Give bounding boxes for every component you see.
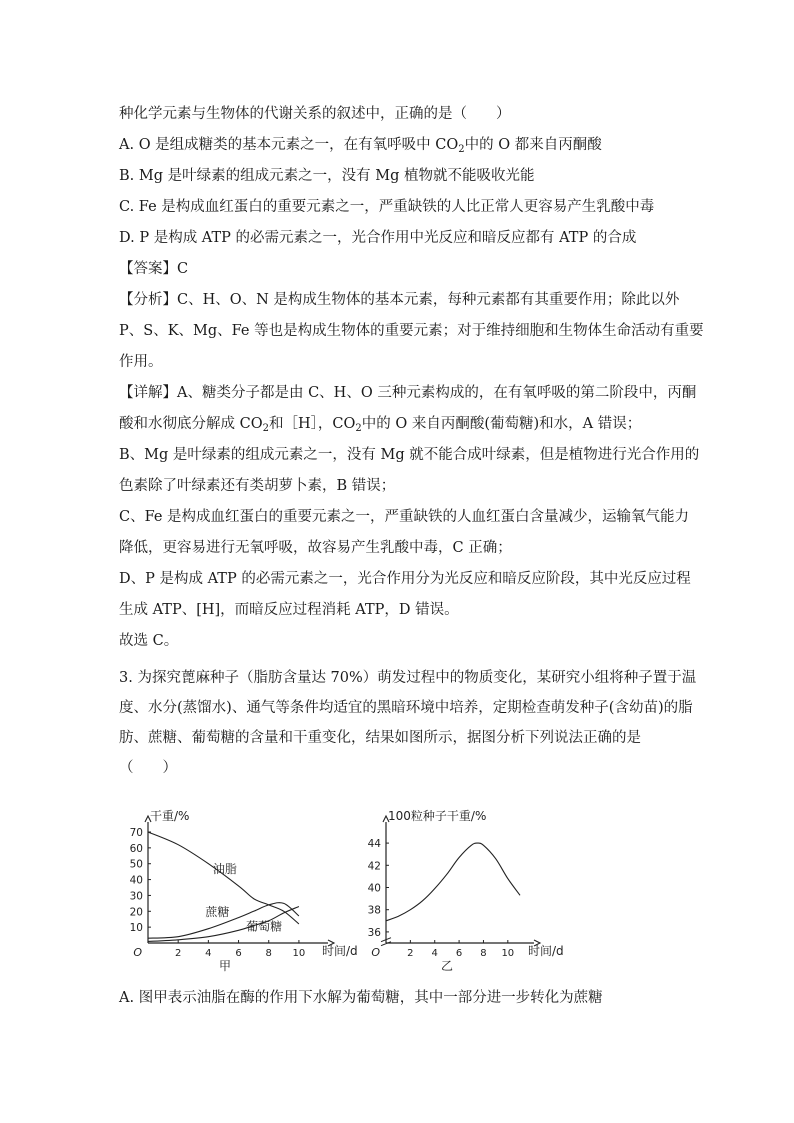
q2-option-a: A. O 是组成糖类的基本元素之一，在有氧呼吸中 $CO_2$中的 O 都来自丙酮酸 bbox=[119, 137, 602, 155]
x-tick-label: 8 bbox=[265, 948, 272, 959]
x-tick-label: 10 bbox=[292, 948, 306, 959]
q2-detail-line: D、P 是构成 ATP 的必需元素之一，光合作用分为光反应和暗反应阶段，其中光反应过程 bbox=[119, 571, 691, 587]
y-tick-label: 40 bbox=[129, 874, 143, 887]
chart-jia bbox=[118, 809, 368, 982]
q2-option-b: B. Mg 是叶绿素的组成元素之一，没有 Mg 植物就不能吸收光能 bbox=[119, 168, 535, 184]
x-tick-label: 4 bbox=[431, 948, 438, 959]
origin-label: O bbox=[371, 946, 380, 959]
x-axis-label: 时间/d bbox=[322, 944, 358, 958]
x-tick-label: 6 bbox=[455, 948, 463, 959]
origin-label: O bbox=[133, 946, 142, 959]
q3-stem-line: 3. 为探究蓖麻种子（脂肪含量达 70%）萌发过程中的物质变化，某研究小组将种子置于温 bbox=[119, 670, 697, 686]
y-tick-label: 42 bbox=[367, 860, 381, 873]
q2-detail-line: B、Mg 是叶绿素的组成元素之一，没有 Mg 就不能合成叶绿素，但是植物进行光合作用的 bbox=[119, 447, 700, 463]
y-tick-label: 38 bbox=[367, 904, 381, 917]
q2-stem-tail: 种化学元素与生物体的代谢关系的叙述中，正确的是（ ） bbox=[119, 106, 511, 122]
q3-stem-line: 肪、蔗糖、葡萄糖的含量和干重变化，结果如图所示，据图分析下列说法正确的是 bbox=[119, 730, 641, 746]
chart-title: 乙 bbox=[440, 959, 454, 973]
y-tick-label: 40 bbox=[367, 882, 381, 895]
y-tick-label: 20 bbox=[129, 906, 143, 919]
q2-option-c: C. Fe 是构成血红蛋白的重要元素之一，严重缺铁的人比正常人更容易产生乳酸中毒 bbox=[119, 199, 655, 215]
series-label: 葡萄糖 bbox=[246, 919, 283, 934]
q2-detail-line: 【详解】A、糖类分子都是由 C、H、O 三种元素构成的，在有氧呼吸的第二阶段中，丙酮 bbox=[119, 385, 697, 401]
q2-analysis-line: 作用。 bbox=[119, 354, 163, 370]
y-tick-label: 10 bbox=[129, 922, 143, 935]
q2-analysis-line: 【分析】C、H、O、N 是构成生物体的基本元素，每种元素都有其重要作用；除此以外 bbox=[119, 292, 680, 308]
y-tick-label: 44 bbox=[367, 838, 381, 851]
q2-detail-line: 色素除了叶绿素还有类胡萝卜素，B 错误； bbox=[119, 478, 396, 494]
q2-answer: 【答案】C bbox=[119, 261, 189, 277]
q2-detail-line: 生成 ATP、[H]，而暗反应过程消耗 ATP，D 错误。 bbox=[119, 602, 459, 618]
y-tick-label: 60 bbox=[129, 842, 143, 855]
x-tick-label: 10 bbox=[501, 948, 515, 959]
x-tick-label: 2 bbox=[407, 948, 414, 959]
y-tick-label: 30 bbox=[129, 890, 143, 903]
y-tick-label: 50 bbox=[129, 858, 143, 871]
q2-detail-line: 酸和水彻底分解成 $CO_2$和［H］，$CO_2$中的 O 来自丙酮酸(葡萄糖)和水，A 错误； bbox=[119, 416, 642, 434]
q2-conclusion: 故选 C。 bbox=[119, 633, 179, 649]
q3-stem-line: 度、水分(蒸馏水)、通气等条件均适宜的黑暗环境中培养，定期检查萌发种子(含幼苗)的脂 bbox=[119, 700, 693, 716]
q3-stem-line: （ ） bbox=[119, 760, 177, 776]
q3-option-a: A. 图甲表示油脂在酶的作用下水解为葡萄糖，其中一部分进一步转化为蔗糖 bbox=[119, 990, 603, 1006]
y-tick-label: 36 bbox=[367, 926, 381, 939]
chart-title: 甲 bbox=[218, 959, 232, 973]
y-tick-label: 70 bbox=[129, 827, 143, 839]
y-axis-label: 干重/% bbox=[150, 809, 190, 823]
series-label: 蔗糖 bbox=[205, 905, 230, 920]
series-line-1 bbox=[386, 843, 520, 921]
q2-detail-line: 降低，更容易进行无氧呼吸，故容易产生乳酸中毒，C 正确； bbox=[119, 540, 512, 556]
x-tick-label: 8 bbox=[480, 948, 487, 959]
x-tick-label: 2 bbox=[174, 948, 182, 959]
x-axis-label: 时间/d bbox=[528, 944, 564, 958]
x-tick-label: 4 bbox=[205, 948, 212, 959]
x-tick-label: 6 bbox=[235, 948, 242, 959]
q2-analysis-line: P、S、K、Mg、Fe 等也是构成生物体的重要元素；对于维持细胞和生物体生命活动有重要 bbox=[119, 323, 704, 339]
q2-option-d: D. P 是构成 ATP 的必需元素之一，光合作用中光反应和暗反应都有 ATP 的合成 bbox=[119, 230, 637, 246]
q2-detail-line: C、Fe 是构成血红蛋白的重要元素之一，严重缺铁的人血红蛋白含量减少，运输氧气能力 bbox=[119, 509, 690, 525]
y-axis-label: 100粒种子干重/% bbox=[388, 809, 487, 823]
series-label: 油脂 bbox=[212, 862, 237, 877]
chart-yi bbox=[364, 809, 564, 982]
